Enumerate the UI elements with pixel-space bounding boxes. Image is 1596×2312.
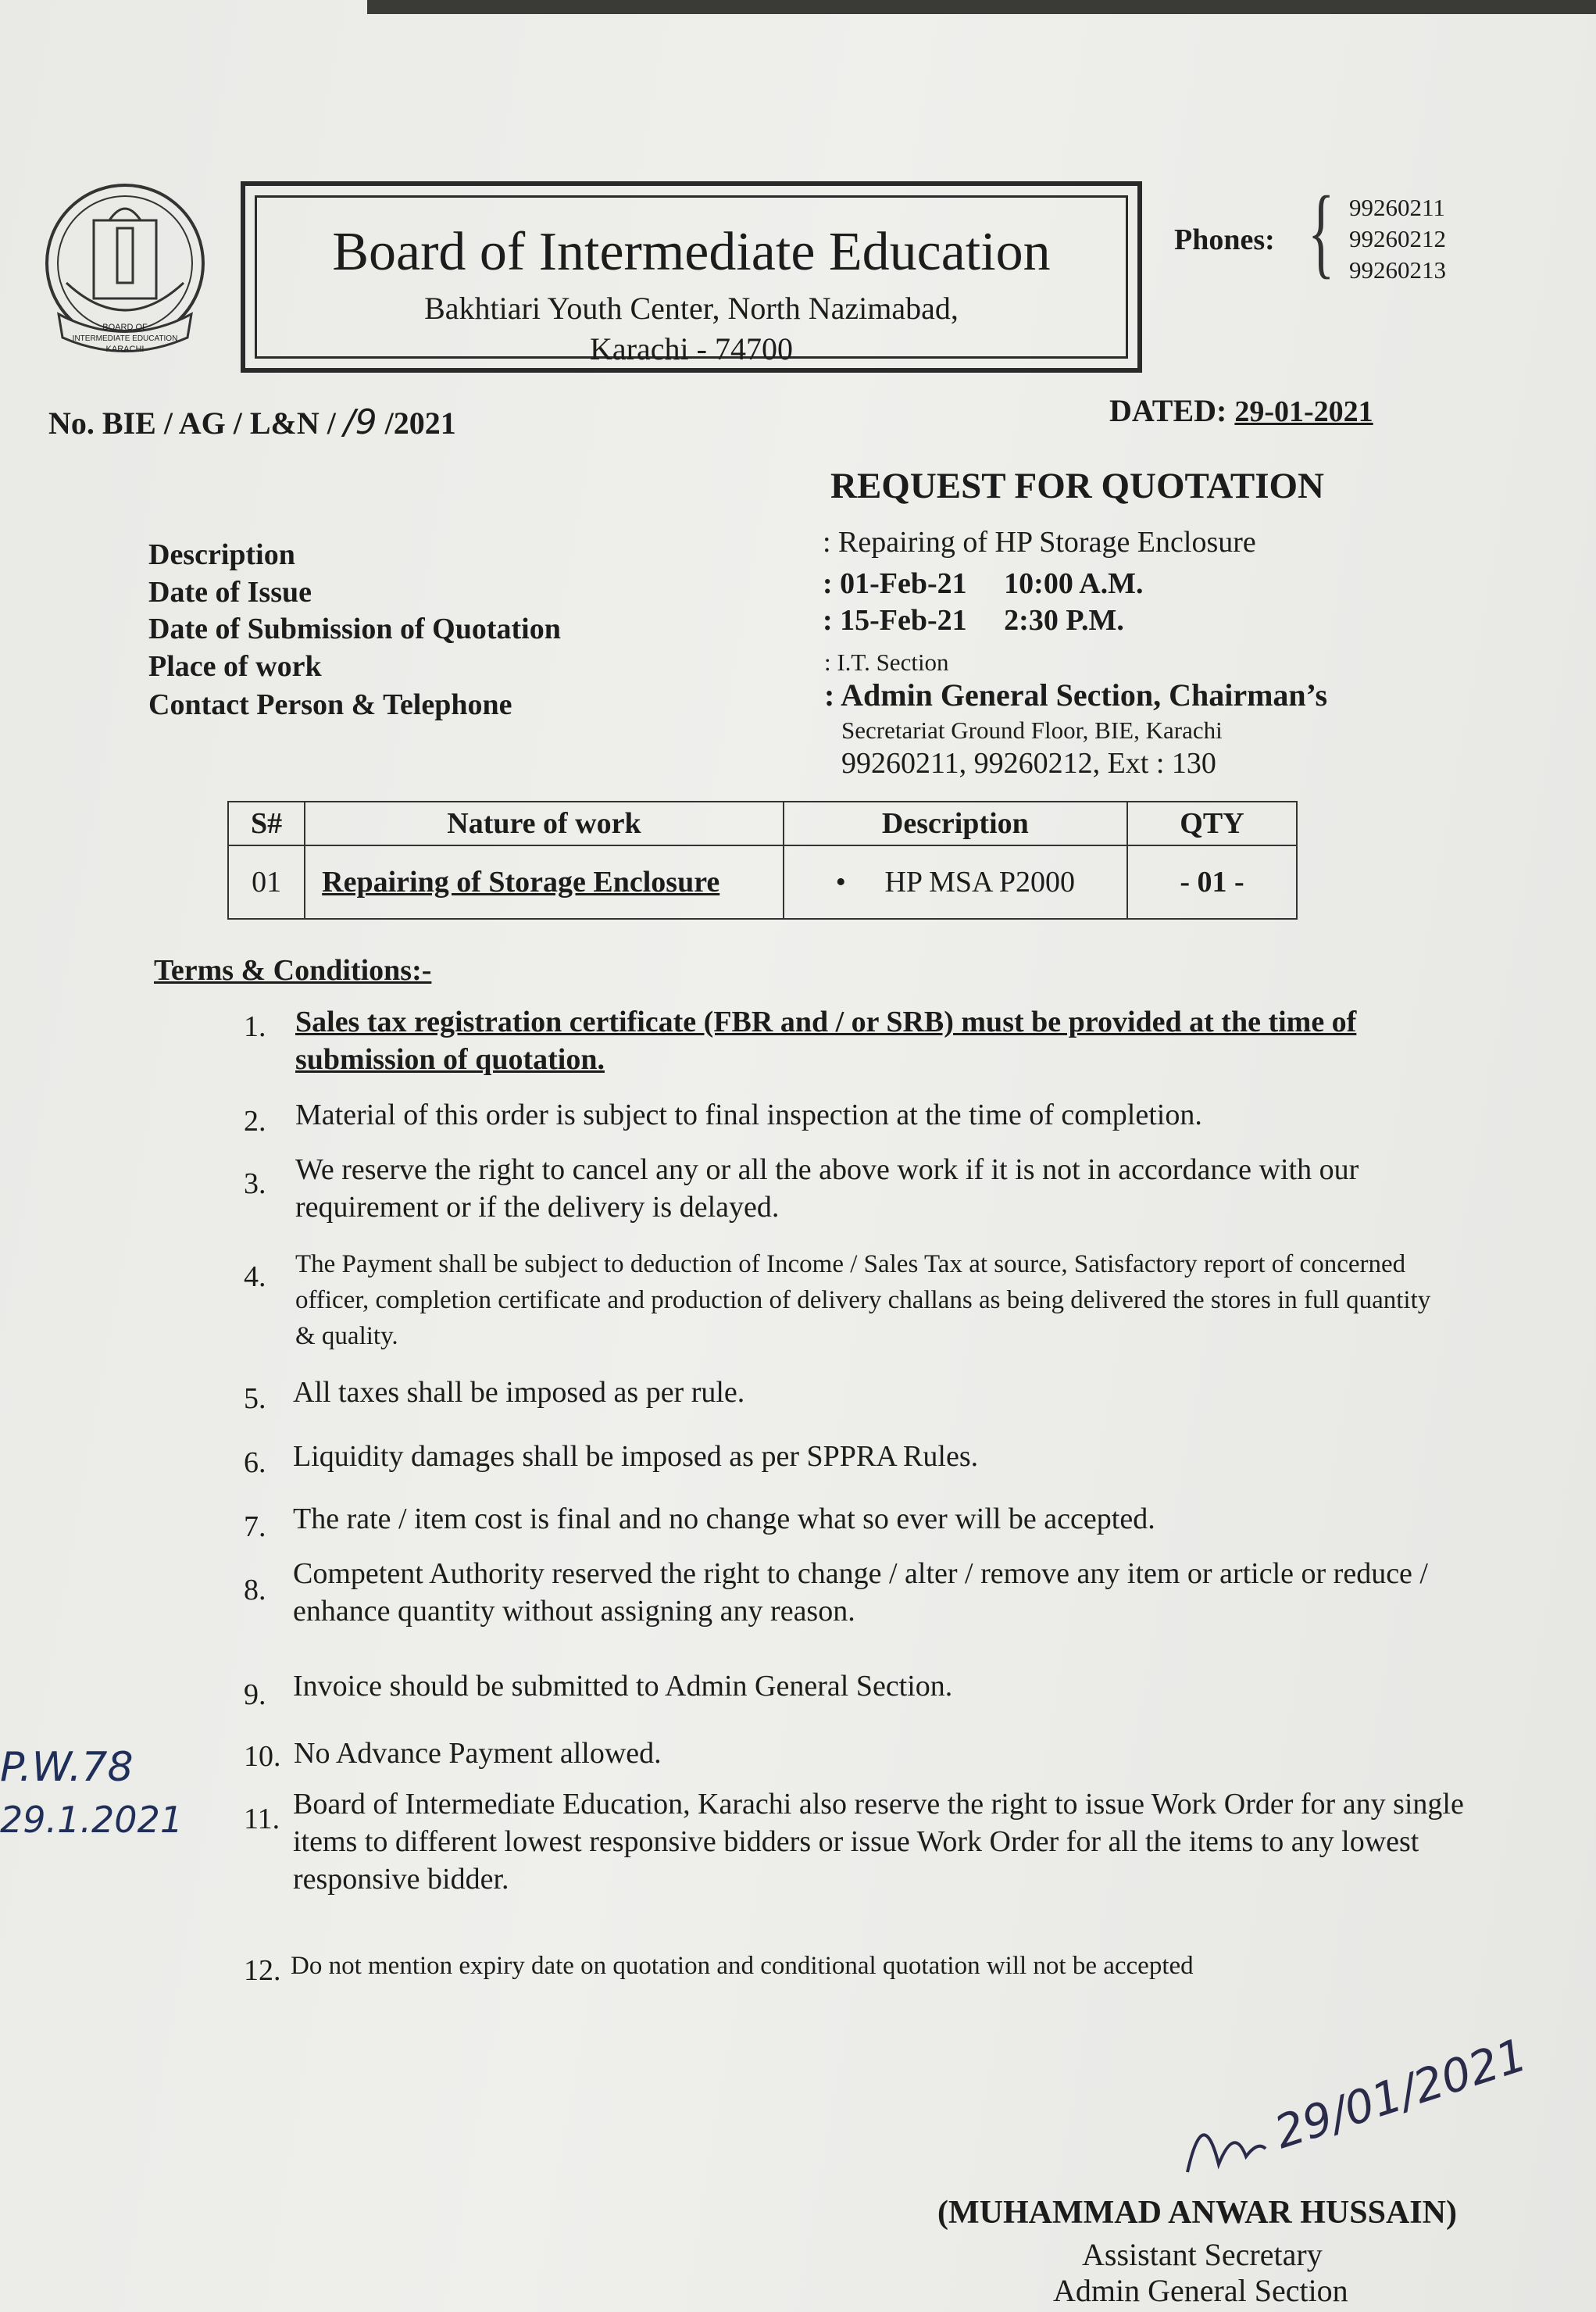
cell-nature [305,845,784,919]
term-number: 10. [244,1740,281,1773]
contact-telephone: 99260211, 99260212, Ext : 130 [841,747,1216,780]
detail-value-description: : Repairing of HP Storage Enclosure [823,526,1256,559]
description-text: HP MSA P2000 [884,866,1076,899]
address-line-2: Karachi - 74700 [590,331,793,366]
term-number: 6. [244,1446,266,1479]
cell-description [784,845,1127,919]
detail-label-submission-date: Date of Submission of Quotation [148,613,561,645]
table-row [228,845,1297,919]
term-text: We reserve the right to cancel any or all the above work if it is not in accordance with our requirement or if the delivery is delayed. [295,1153,1359,1224]
detail-label-date-of-issue: Date of Issue [148,576,312,609]
term-text: Board of Intermediate Education, Karachi also reserve the right to issue Work Order for any single items to different lowest responsive bidders or issue Work Order for all the items to any lowest responsive bidder. [293,1788,1464,1896]
term-number: 2. [244,1105,266,1138]
column-header-qty: QTY [1127,802,1297,845]
detail-label-contact: Contact Person & Telephone [148,688,512,721]
bullet: • [835,866,846,899]
term-number: 11. [244,1803,280,1835]
nature-text: Repairing of Storage Enclosure [322,866,720,899]
terms-heading: Terms & Conditions:- [154,954,432,987]
phones-brace: { [1308,176,1335,288]
bie-logo-emblem [35,181,215,369]
term-number: 8. [244,1574,266,1606]
logo-text-line3: KARACHI [105,345,145,354]
cell-sno: 01 [228,845,305,919]
contact-address: Secretariat Ground Floor, BIE, Karachi [841,716,1223,744]
signature-date: 29/01/2021 [1268,2028,1534,2160]
reference-handwritten-number: /9 [343,402,377,442]
term-text: Invoice should be submitted to Admin General Section. [293,1670,953,1703]
term-text: Do not mention expiry date on quotation and conditional quotation will not be accepted [291,1952,1194,1980]
detail-value-place-of-work: : I.T. Section [824,649,949,676]
term-number: 3. [244,1167,266,1200]
term-number: 7. [244,1510,266,1543]
address-line-1: Bakhtiari Youth Center, North Nazimabad, [424,291,959,326]
term-text: Liquidity damages shall be imposed as per SPPRA Rules. [293,1440,979,1473]
term-number: 12. [244,1954,281,1987]
column-header-nature: Nature of work [305,802,784,845]
signatory-title: Assistant Secretary [1082,2237,1323,2272]
dated [1109,392,1373,429]
detail-label-place-of-work: Place of work [148,650,322,683]
term-text: The Payment shall be subject to deduction of Income / Sales Tax at source, Satisfactory report of concerned officer, completion certificate and production of delivery challans as being delivered the stores in full quantity & quality. [295,1250,1431,1350]
dated-value: 29-01-2021 [1234,395,1373,428]
organization-name: Board of Intermediate Education [332,222,1051,282]
term-text: No Advance Payment allowed. [294,1737,662,1770]
phone-number: 99260213 [1349,256,1446,284]
reference-number [48,402,456,442]
phone-number: 99260211 [1349,194,1445,221]
reference-suffix: /2021 [384,406,456,441]
margin-note-line1: P.W.78 [0,1744,134,1791]
logo-text-line1: BOARD OF [102,323,148,332]
column-header-sno: S# [228,802,305,845]
reference-prefix: No. BIE / AG / L&N / [48,406,336,441]
term-text: All taxes shall be imposed as per rule. [293,1376,745,1409]
page-edge-shadow [367,0,1596,14]
logo-text-line2: INTERMEDIATE EDUCATION [72,334,178,343]
term-number: 5. [244,1382,266,1415]
margin-note-line2: 29.1.2021 [0,1799,184,1841]
term-text: Sales tax registration certificate (FBR and / or SRB) must be provided at the time of submission of quotation. [295,1006,1357,1076]
phone-number: 99260212 [1349,225,1446,252]
signatory-name: (MUHAMMAD ANWAR HUSSAIN) [937,2195,1457,2231]
signatory-section: Admin General Section [1053,2273,1348,2308]
cell-qty: - 01 - [1127,845,1297,919]
detail-value-date-of-issue: : 01-Feb-21 10:00 A.M. [823,567,1144,600]
phones-label: Phones: [1174,223,1275,256]
term-number: 1. [244,1010,266,1043]
term-text: Material of this order is subject to final inspection at the time of completion. [295,1099,1202,1131]
term-number: 9. [244,1678,266,1711]
dated-label: DATED: [1109,393,1227,428]
term-number: 4. [244,1260,266,1293]
term-text: The rate / item cost is final and no change what so ever will be accepted. [293,1503,1155,1535]
signature-scrawl [1172,2028,1534,2211]
table-header-row [228,802,1297,845]
column-header-description: Description [784,802,1127,845]
document-title: REQUEST FOR QUOTATION [830,466,1324,506]
work-table [227,801,1298,920]
term-text: Competent Authority reserved the right to change / alter / remove any item or article or reduce / enhance quantity without assigning any reason. [293,1557,1428,1628]
letterhead-box [241,181,1142,373]
detail-value-submission-date: : 15-Feb-21 2:30 P.M. [823,604,1124,637]
detail-value-contact: : Admin General Section, Chairman’s [824,677,1328,713]
detail-label-description: Description [148,538,295,571]
